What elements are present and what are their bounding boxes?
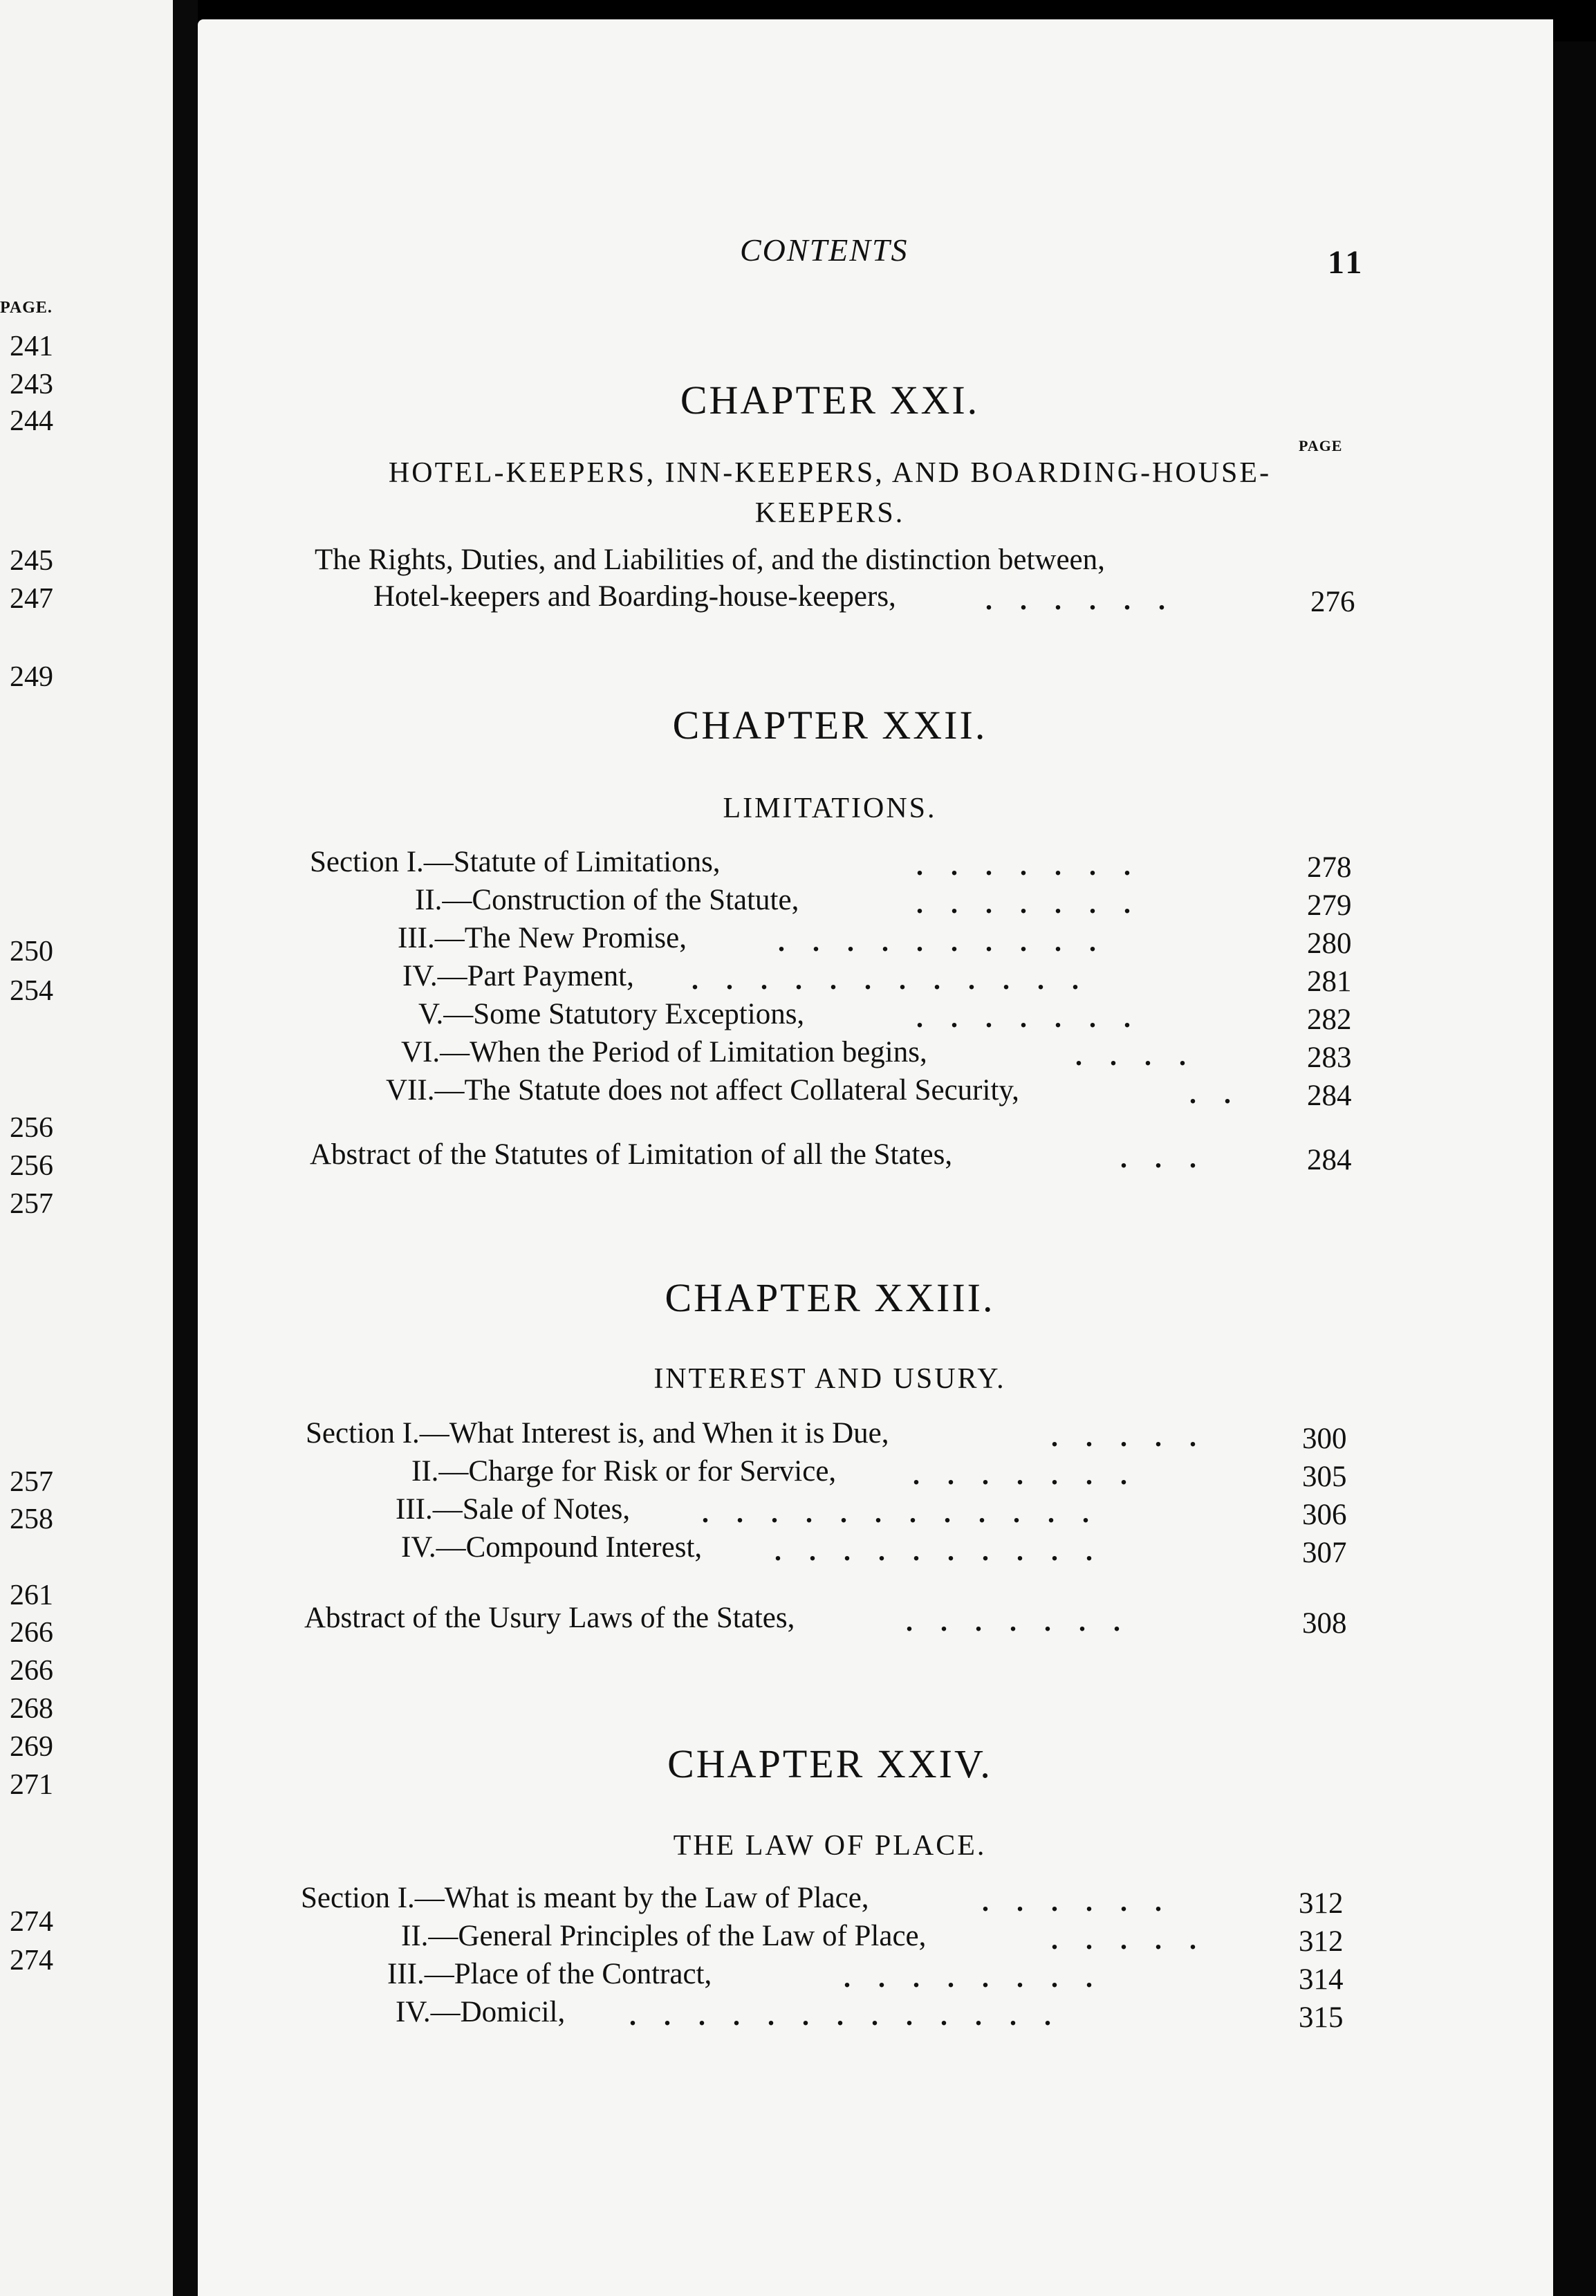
toc-entry-text: III.—The New Promise, — [398, 922, 687, 954]
toc-page-number: 312 — [1299, 1925, 1344, 1958]
chapter-title: CHAPTER XXIII. — [665, 1275, 995, 1320]
toc-page-number: 283 — [1307, 1041, 1352, 1074]
previous-page-number: 245 — [10, 545, 53, 577]
toc-page-number: 307 — [1302, 1537, 1347, 1569]
toc-entry — [0, 1919, 1383, 1958]
chapter-title: CHAPTER XXII. — [672, 703, 987, 748]
toc-entry-text: Hotel-keepers and Boarding-house-keepers, — [373, 580, 896, 613]
chapter-title: CHAPTER XXIV. — [667, 1741, 992, 1786]
dot-leader: . . . . . . . . . . — [778, 926, 1096, 957]
toc-entry-text: VI.—When the Period of Limitation begins, — [401, 1036, 927, 1068]
previous-page-number: 247 — [10, 583, 53, 615]
toc-entry-text: III.—Place of the Contract, — [387, 1958, 712, 1990]
toc-page-number: 305 — [1302, 1461, 1347, 1493]
dot-leader: . . . . — [1075, 1040, 1186, 1071]
previous-page-number: 261 — [10, 1580, 53, 1611]
toc-entry — [0, 883, 1383, 922]
page-number: 11 — [1328, 244, 1365, 281]
dot-leader: . . . . . . . — [916, 850, 1131, 881]
previous-page-number: 274 — [10, 1906, 53, 1938]
toc-entry-text: Abstract of the Usury Laws of the States, — [304, 1602, 795, 1634]
toc-entry-text: II.—General Principles of the Law of Place, — [401, 1920, 927, 1952]
previous-page-number: 256 — [10, 1150, 53, 1182]
previous-page-number: 269 — [10, 1731, 53, 1763]
previous-page-number: 268 — [10, 1693, 53, 1725]
toc-entry — [0, 1416, 1383, 1455]
toc-page-number: 315 — [1299, 2001, 1344, 2034]
toc-page-number: 281 — [1307, 965, 1352, 998]
toc-entry — [0, 1492, 1383, 1531]
toc-entry — [0, 1035, 1383, 1074]
toc-entry — [0, 1881, 1383, 1920]
previous-page-number: 249 — [10, 661, 53, 693]
toc-entry-text: Section I.—Statute of Limitations, — [310, 846, 721, 878]
dot-leader: . . . . . . . . . . — [774, 1535, 1093, 1566]
previous-page-number: 244 — [10, 405, 53, 437]
toc-entry-text: IV.—Compound Interest, — [401, 1531, 703, 1564]
previous-page-number: 274 — [10, 1945, 53, 1976]
toc-entry — [0, 1957, 1383, 1996]
page-column-label: PAGE — [1299, 437, 1343, 454]
toc-entry-text: Section I.—What is meant by the Law of Place, — [301, 1882, 869, 1914]
dot-leader: . . . — [1120, 1142, 1196, 1174]
toc-page-number: 279 — [1307, 889, 1352, 922]
previous-page-number: 266 — [10, 1617, 53, 1649]
dot-leader: . . . . . . . . . . . . — [692, 964, 1079, 995]
toc-entry — [0, 959, 1383, 998]
dot-leader: . . . . . . . — [916, 1002, 1131, 1033]
toc-entry — [0, 1454, 1383, 1493]
toc-entry — [0, 997, 1383, 1036]
previous-page-label: PAGE. — [0, 299, 53, 317]
toc-page-number: 284 — [1307, 1080, 1352, 1112]
previous-page-number: 258 — [10, 1503, 53, 1535]
previous-page-number: 257 — [10, 1188, 53, 1220]
toc-entry — [0, 845, 1383, 884]
dot-leader: . . . . . — [1051, 1421, 1196, 1452]
toc-entry-text: II.—Charge for Risk or for Service, — [411, 1455, 837, 1488]
dot-leader: . . . . . . . . . . . . . — [629, 2000, 1051, 2031]
chapter-title: CHAPTER XXI. — [680, 378, 980, 423]
chapter-subject: HOTEL-KEEPERS, INN-KEEPERS, AND BOARDING-HOUSE- — [388, 457, 1272, 489]
previous-page-number: 256 — [10, 1112, 53, 1144]
previous-page-number: 250 — [10, 936, 53, 968]
chapter-subject: KEEPERS. — [754, 497, 905, 529]
toc-page-number: 300 — [1302, 1423, 1347, 1455]
previous-page-number: 254 — [10, 975, 53, 1007]
dot-leader: . . . . . . . . — [844, 1962, 1093, 1993]
previous-page-number: 243 — [10, 369, 53, 400]
toc-entry — [0, 1995, 1383, 2034]
page-edge-shadow — [1553, 41, 1596, 2296]
previous-page-number: 257 — [10, 1466, 53, 1498]
toc-page-number: 276 — [1310, 586, 1355, 618]
toc-entry-text: IV.—Domicil, — [396, 1996, 566, 2028]
toc-entry — [0, 1530, 1383, 1569]
dot-leader: . . — [1189, 1078, 1231, 1109]
toc-page-number: 308 — [1302, 1607, 1347, 1640]
dot-leader: . . . . . . — [982, 1886, 1162, 1917]
toc-page-number: 314 — [1299, 1963, 1344, 1996]
toc-entry — [0, 1073, 1383, 1112]
toc-page-number: 278 — [1307, 851, 1352, 884]
dot-leader: . . . . . . . — [916, 888, 1131, 919]
toc-entry — [0, 1601, 1383, 1640]
toc-entry-text: The Rights, Duties, and Liabilities of, and the distinction between, — [315, 544, 1105, 576]
toc-page-number: 280 — [1307, 927, 1352, 960]
dot-leader: . . . . . — [1051, 1924, 1196, 1955]
toc-entry — [0, 580, 1383, 618]
toc-entry-text: IV.—Part Payment, — [402, 960, 634, 992]
previous-page-number: 271 — [10, 1769, 53, 1801]
toc-entry — [0, 921, 1383, 960]
toc-entry-text: II.—Construction of the Statute, — [415, 884, 799, 916]
dot-leader: . . . . . . . — [913, 1459, 1127, 1490]
toc-entry-text: III.—Sale of Notes, — [396, 1493, 631, 1526]
previous-page-number: 266 — [10, 1655, 53, 1687]
dot-leader: . . . . . . . — [906, 1606, 1120, 1637]
toc-entry-text: Section I.—What Interest is, and When it is Due, — [306, 1417, 889, 1450]
toc-page-number: 306 — [1302, 1499, 1347, 1531]
dot-leader: . . . . . . . . . . . . — [702, 1497, 1089, 1528]
chapter-subject: LIMITATIONS. — [723, 793, 937, 824]
toc-page-number: 312 — [1299, 1887, 1344, 1920]
toc-page-number: 282 — [1307, 1003, 1352, 1036]
running-head: CONTENTS — [740, 232, 909, 268]
dot-leader: . . . . . . — [985, 584, 1165, 615]
toc-entry-text: Abstract of the Statutes of Limitation of all the States, — [310, 1138, 953, 1171]
toc-page-number: 284 — [1307, 1144, 1352, 1176]
chapter-subject: THE LAW OF PLACE. — [673, 1830, 987, 1862]
toc-entry-text: VII.—The Statute does not affect Collateral Security, — [386, 1074, 1019, 1107]
chapter-subject: INTEREST AND USURY. — [653, 1363, 1006, 1395]
toc-entry — [0, 543, 1383, 582]
toc-entry-text: V.—Some Statutory Exceptions, — [418, 998, 805, 1030]
toc-entry — [0, 1138, 1383, 1176]
previous-page-number: 241 — [10, 331, 53, 362]
